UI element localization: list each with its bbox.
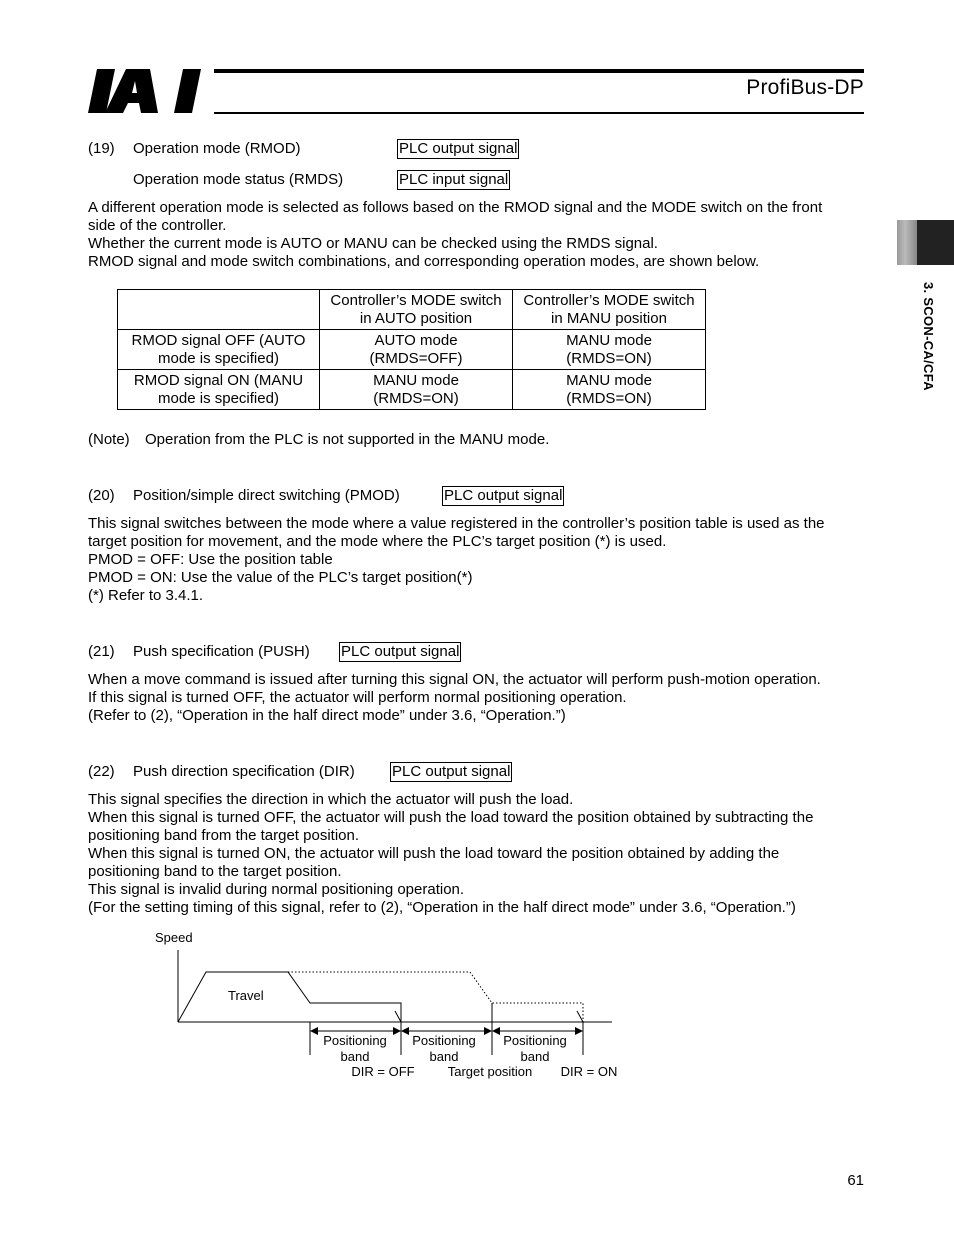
travel-label: Travel bbox=[228, 988, 264, 1003]
s20-line: target position for movement, and the mode where the PLC’s target position (*) is used. bbox=[88, 533, 667, 550]
push-direction-diagram bbox=[140, 925, 640, 1085]
band1-label-1: Positioning bbox=[323, 1033, 387, 1048]
s22-line: positioning band from the target position. bbox=[88, 827, 360, 844]
s21-signal-tag: PLC output signal bbox=[341, 643, 460, 660]
table-cell: MANU mode (RMDS=ON) bbox=[513, 330, 706, 370]
s19-line: RMOD signal and mode switch combinations, and corresponding operation modes, are shown below. bbox=[88, 253, 760, 270]
s19-body bbox=[88, 199, 858, 271]
s20-title: Position/simple direct switching (PMOD) bbox=[133, 487, 400, 504]
product-title: ProfiBus-DP bbox=[746, 76, 864, 99]
s20-signal-tag: PLC output signal bbox=[444, 487, 563, 504]
stop-marker bbox=[577, 1011, 583, 1022]
table-cell: RMOD signal OFF (AUTO mode is specified) bbox=[118, 330, 320, 370]
s22-line: positioning band to the target position. bbox=[88, 863, 342, 880]
s22-line: This signal is invalid during normal positioning operation. bbox=[88, 881, 465, 898]
band3-label-1: Positioning bbox=[503, 1033, 567, 1048]
table-cell: MANU mode (RMDS=ON) bbox=[513, 370, 706, 410]
table-row bbox=[118, 370, 706, 410]
s19-number: (19) bbox=[88, 140, 115, 157]
target-position-label: Target position bbox=[447, 1064, 533, 1079]
s20-number: (20) bbox=[88, 487, 115, 504]
dir-on-speed-profile bbox=[288, 972, 583, 1022]
s22-line: When this signal is turned ON, the actuator will push the load toward the position obtained by adding the bbox=[88, 845, 780, 862]
s19-line: A different operation mode is selected as follows based on the RMOD signal and the MODE switch on the front bbox=[88, 199, 823, 216]
table-header-row bbox=[118, 290, 706, 330]
header-rule-top bbox=[214, 69, 864, 73]
chapter-label: 3. SCON-CA/CFA bbox=[921, 282, 936, 391]
s21-number: (21) bbox=[88, 643, 115, 660]
s19-title-1: Operation mode (RMOD) bbox=[133, 140, 301, 157]
note-text: Operation from the PLC is not supported in the MANU mode. bbox=[145, 431, 550, 448]
speed-axis-label: Speed bbox=[155, 930, 193, 945]
s22-line: This signal specifies the direction in which the actuator will push the load. bbox=[88, 791, 574, 808]
iai-logo bbox=[88, 66, 206, 116]
band2-label-2: band bbox=[429, 1049, 459, 1064]
table-cell: Controller’s MODE switch in AUTO position bbox=[320, 290, 513, 330]
s19-line: side of the controller. bbox=[88, 217, 227, 234]
s21-body bbox=[88, 671, 858, 725]
s21-line: (Refer to (2), “Operation in the half direct mode” under 3.6, “Operation.”) bbox=[88, 707, 566, 724]
s19-signal-tag-2: PLC input signal bbox=[399, 171, 509, 188]
s21-title: Push specification (PUSH) bbox=[133, 643, 310, 660]
s19-line: Whether the current mode is AUTO or MANU can be checked using the RMDS signal. bbox=[88, 235, 658, 252]
table-cell bbox=[118, 290, 320, 330]
s20-body bbox=[88, 515, 858, 605]
table-cell: AUTO mode (RMDS=OFF) bbox=[320, 330, 513, 370]
s20-line: PMOD = OFF: Use the position table bbox=[88, 551, 333, 568]
table-cell: RMOD signal ON (MANU mode is specified) bbox=[118, 370, 320, 410]
s20-line: This signal switches between the mode where a value registered in the controller’s position table is used as the bbox=[88, 515, 825, 532]
chapter-tab-shade bbox=[897, 220, 917, 265]
s22-signal-tag: PLC output signal bbox=[392, 763, 511, 780]
s19-signal-tag-1: PLC output signal bbox=[399, 140, 518, 157]
table-cell: Controller’s MODE switch in MANU position bbox=[513, 290, 706, 330]
s20-line: (*) Refer to 3.4.1. bbox=[88, 587, 204, 604]
dir-off-label: DIR = OFF bbox=[351, 1064, 415, 1079]
s21-line: When a move command is issued after turning this signal ON, the actuator will perform push-motion operation. bbox=[88, 671, 821, 688]
band3-label-2: band bbox=[520, 1049, 550, 1064]
s22-body bbox=[88, 791, 858, 917]
band2-label-1: Positioning bbox=[412, 1033, 476, 1048]
note-label: (Note) bbox=[88, 431, 130, 448]
table-cell: MANU mode (RMDS=ON) bbox=[320, 370, 513, 410]
s19-title-2: Operation mode status (RMDS) bbox=[133, 171, 344, 188]
s20-line: PMOD = ON: Use the value of the PLC’s target position(*) bbox=[88, 569, 473, 586]
s22-line: When this signal is turned OFF, the actuator will push the load toward the position obtained by subtracting the bbox=[88, 809, 814, 826]
band1-label-2: band bbox=[340, 1049, 370, 1064]
s22-title: Push direction specification (DIR) bbox=[133, 763, 355, 780]
table-row bbox=[118, 330, 706, 370]
dir-on-label: DIR = ON bbox=[560, 1064, 618, 1079]
s21-line: If this signal is turned OFF, the actuator will perform normal positioning operation. bbox=[88, 689, 627, 706]
operation-mode-table bbox=[117, 289, 706, 410]
s22-number: (22) bbox=[88, 763, 115, 780]
stop-marker bbox=[395, 1011, 401, 1022]
dir-off-speed-profile bbox=[178, 972, 401, 1022]
header-rule-bottom bbox=[214, 112, 864, 114]
chapter-tab bbox=[917, 220, 954, 265]
page-number: 61 bbox=[847, 1172, 864, 1189]
s22-line: (For the setting timing of this signal, refer to (2), “Operation in the half direct mode” under 3.6, “Operation.”) bbox=[88, 899, 796, 916]
